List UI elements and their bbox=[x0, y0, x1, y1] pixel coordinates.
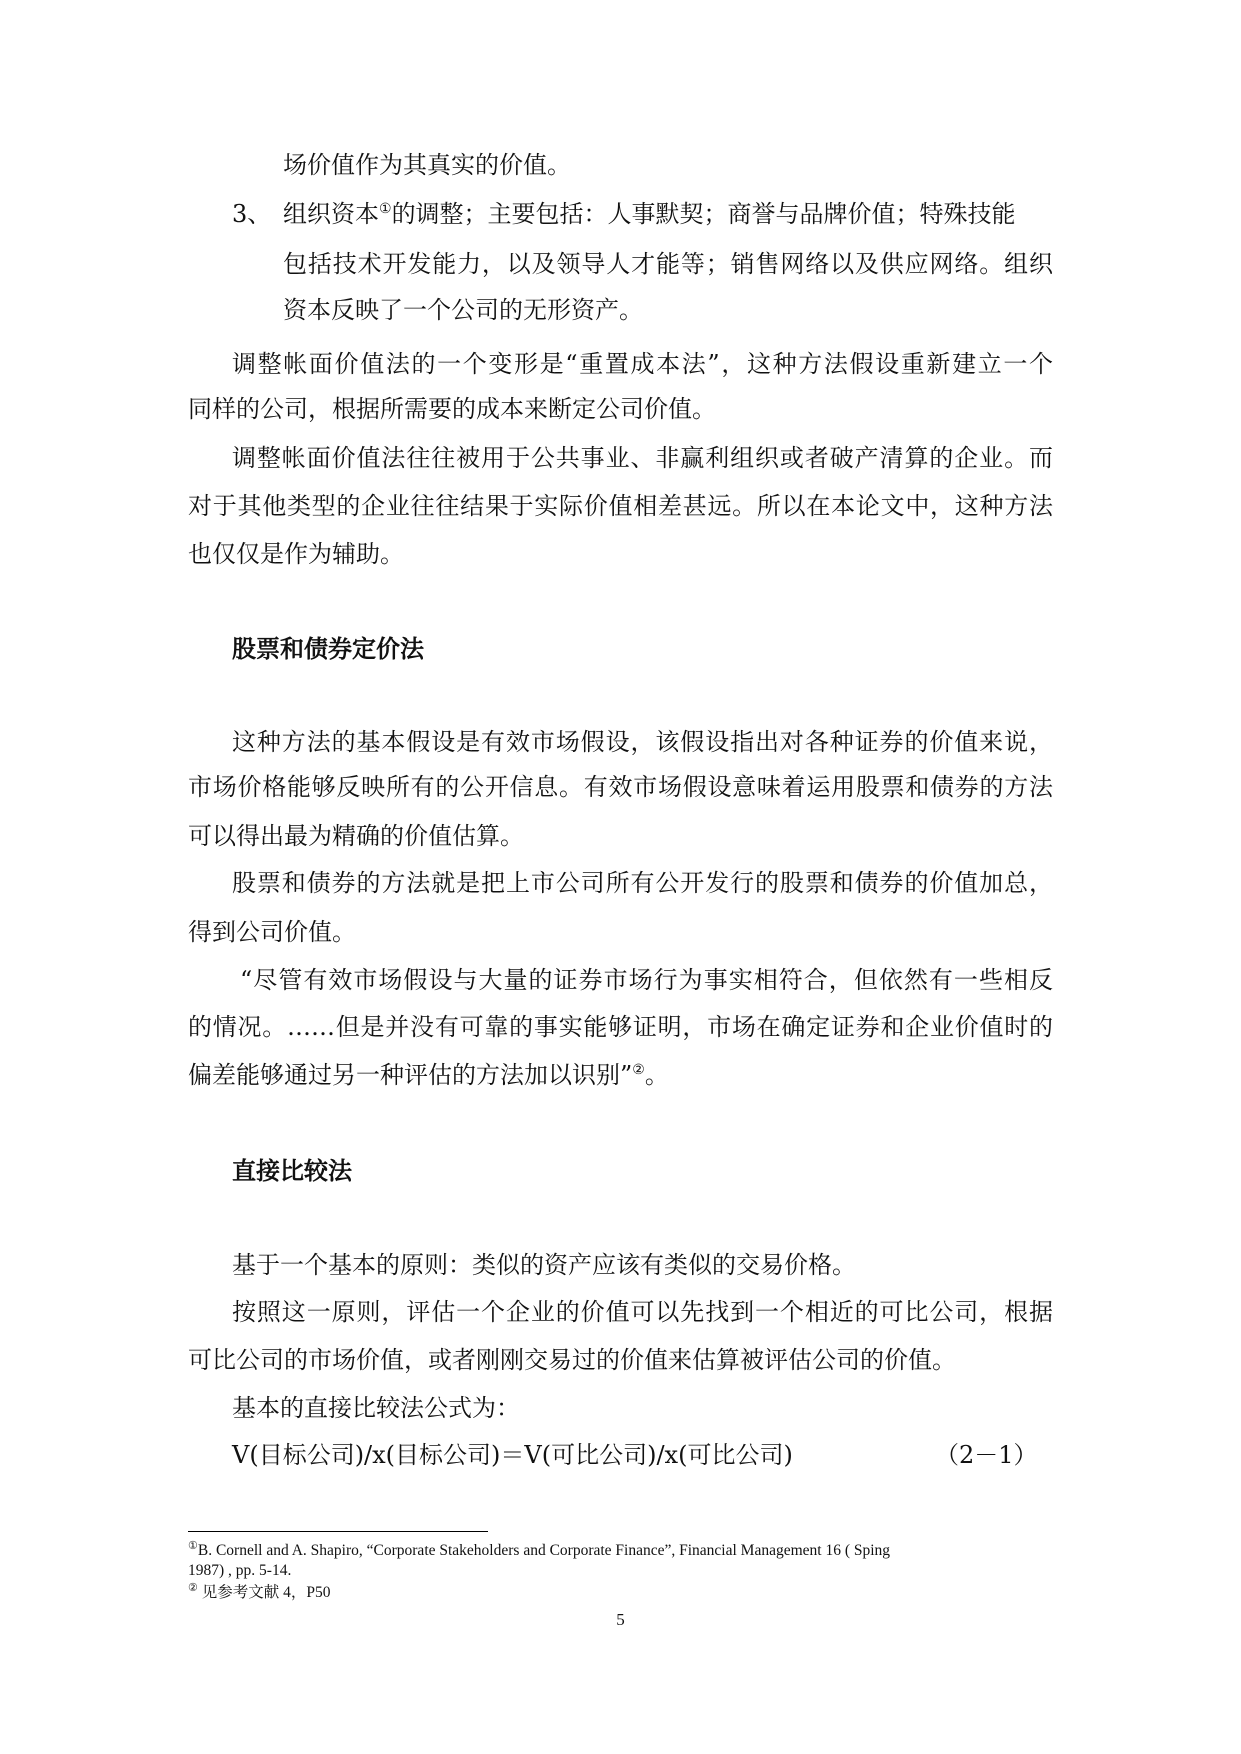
footnote-text: B. Cornell and A. Shapiro, “Corporate Stakeholders and Corporate Finance”, Financial Management 16 ( Sping bbox=[197, 1542, 891, 1559]
quote-line: 的情况。……但是并没有可靠的事实能够证明，市场在确定证券和企业价值时的 bbox=[188, 1013, 1053, 1041]
page-number: 5 bbox=[616, 1610, 625, 1629]
body-line: 得到公司价值。 bbox=[188, 918, 356, 946]
body-line: 同样的公司，根据所需要的成本来断定公司价值。 bbox=[188, 395, 716, 423]
body-line: 对于其他类型的企业往往结果于实际价值相差甚远。所以在本论文中，这种方法 bbox=[188, 492, 1053, 520]
body-line: 基于一个基本的原则：类似的资产应该有类似的交易价格。 bbox=[232, 1251, 856, 1279]
body-line: 调整帐面价值法的一个变形是“重置成本法”，这种方法假设重新建立一个 bbox=[232, 350, 1053, 378]
footnote-text: 见参考文献 4，P50 bbox=[201, 1584, 331, 1601]
body-line: 市场价格能够反映所有的公开信息。有效市场假设意味着运用股票和债券的方法 bbox=[188, 773, 1053, 801]
body-line: 基本的直接比较法公式为： bbox=[232, 1394, 520, 1422]
formula-number: （2－1） bbox=[935, 1441, 1038, 1469]
body-text: 。 bbox=[644, 1061, 669, 1089]
footnote-mark: ① bbox=[188, 1539, 198, 1552]
body-text: 的调整；主要包括：人事默契；商誉与品牌价值；特殊技能 bbox=[391, 200, 1016, 228]
footnote-separator bbox=[188, 1531, 488, 1532]
body-line: 按照这一原则，评估一个企业的价值可以先找到一个相近的可比公司，根据 bbox=[232, 1298, 1053, 1326]
footnote-1 bbox=[188, 1541, 890, 1561]
section-heading: 直接比较法 bbox=[232, 1157, 352, 1185]
quote-line bbox=[188, 1060, 669, 1090]
footnote-mark: ② bbox=[188, 1581, 198, 1594]
list-number: 3、 bbox=[232, 200, 272, 228]
body-line bbox=[283, 199, 1053, 229]
body-text: 偏差能够通过另一种评估的方法加以识别” bbox=[188, 1061, 633, 1089]
body-line: 也仅仅是作为辅助。 bbox=[188, 540, 404, 568]
footnote-1-continued: 1987) , pp. 5-14. bbox=[188, 1562, 292, 1579]
body-line: 调整帐面价值法往往被用于公共事业、非赢利组织或者破产清算的企业。而 bbox=[232, 444, 1053, 472]
formula: V(目标公司)/x(目标公司)＝V(可比公司)/x(可比公司) bbox=[232, 1441, 793, 1469]
body-line: 股票和债券的方法就是把上市公司所有公开发行的股票和债券的价值加总， bbox=[232, 869, 1053, 897]
body-line: 场价值作为其真实的价值。 bbox=[283, 151, 571, 179]
section-heading: 股票和债券定价法 bbox=[232, 635, 424, 663]
footnote-2 bbox=[188, 1583, 331, 1603]
body-text: 组织资本 bbox=[283, 200, 379, 228]
body-line: 可比公司的市场价值，或者刚刚交易过的价值来估算被评估公司的价值。 bbox=[188, 1346, 956, 1374]
quote-line: “尽管有效市场假设与大量的证券市场行为事实相符合，但依然有一些相反 bbox=[240, 966, 1053, 994]
footnote-ref-2[interactable]: ② bbox=[632, 1062, 645, 1078]
body-line: 资本反映了一个公司的无形资产。 bbox=[283, 296, 643, 324]
body-line: 包括技术开发能力，以及领导人才能等；销售网络以及供应网络。组织 bbox=[283, 250, 1053, 278]
footnote-ref-1[interactable]: ① bbox=[379, 201, 392, 217]
body-line: 这种方法的基本假设是有效市场假设，该假设指出对各种证券的价值来说， bbox=[232, 728, 1053, 756]
body-line: 可以得出最为精确的价值估算。 bbox=[188, 822, 524, 850]
